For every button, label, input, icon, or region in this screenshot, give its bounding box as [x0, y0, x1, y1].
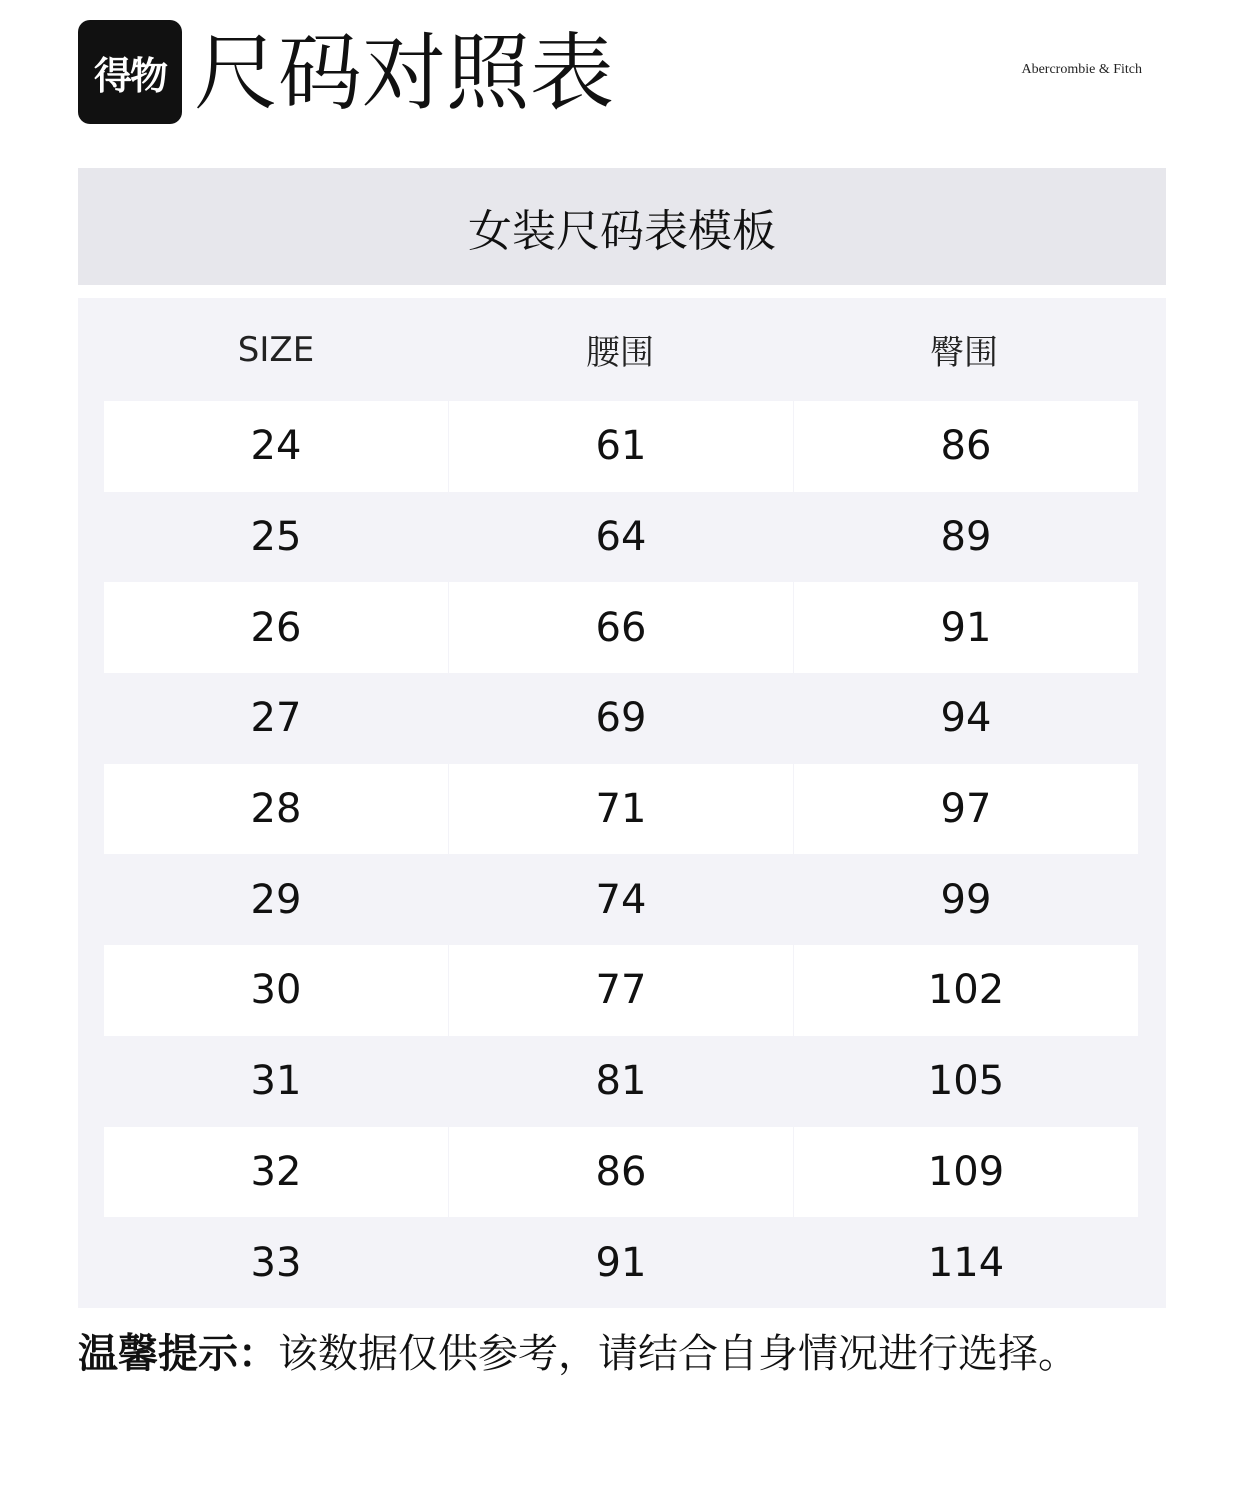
size-cell: 27 [250, 695, 302, 742]
waist-cell: 66 [449, 582, 793, 673]
logo-text: 得物 [93, 53, 166, 98]
table-row [104, 1127, 1138, 1218]
table-row [104, 673, 1138, 764]
template-title: 女装尺码表模板 [78, 168, 1166, 285]
waist-cell: 86 [449, 1127, 793, 1218]
header-waist: 腰围 [586, 333, 654, 373]
size-cell: 25 [250, 514, 302, 561]
table-row [104, 764, 1138, 855]
table-body [104, 401, 1138, 1308]
hip-cell: 94 [940, 695, 992, 742]
table-header-row [104, 298, 1138, 401]
hip-cell: 99 [940, 876, 992, 923]
waist-cell: 81 [595, 1058, 647, 1105]
size-cell: 30 [104, 945, 448, 1036]
hip-cell: 97 [794, 764, 1138, 855]
header-hip: 臀围 [930, 333, 998, 373]
hip-cell: 91 [794, 582, 1138, 673]
table-row [104, 492, 1138, 583]
waist-cell: 77 [449, 945, 793, 1036]
size-cell: 24 [104, 401, 448, 492]
table-row [104, 582, 1138, 673]
footer-label: 温馨提示： [78, 1331, 278, 1377]
table-row [104, 401, 1138, 492]
waist-cell: 69 [595, 695, 647, 742]
hip-cell: 114 [927, 1239, 1005, 1286]
footer-text: 该数据仅供参考，请结合自身情况进行选择。 [278, 1331, 1078, 1377]
size-cell: 26 [104, 582, 448, 673]
size-table [78, 298, 1166, 1308]
dewu-logo [78, 20, 182, 124]
brand-name: Abercrombie & Fitch [1021, 62, 1142, 77]
hip-cell: 109 [794, 1127, 1138, 1218]
header-size: SIZE [237, 329, 315, 370]
size-cell: 28 [104, 764, 448, 855]
page-title: 尺码对照表 [194, 24, 615, 122]
table-row [104, 945, 1138, 1036]
footer-note [78, 1324, 1078, 1384]
size-cell: 31 [250, 1058, 302, 1105]
waist-cell: 71 [449, 764, 793, 855]
size-cell: 29 [250, 876, 302, 923]
hip-cell: 89 [940, 514, 992, 561]
waist-cell: 61 [449, 401, 793, 492]
hip-cell: 105 [927, 1058, 1005, 1105]
waist-cell: 91 [595, 1239, 647, 1286]
table-row [104, 1217, 1138, 1308]
hip-cell: 102 [794, 945, 1138, 1036]
table-row [104, 1036, 1138, 1127]
table-row [104, 854, 1138, 945]
waist-cell: 64 [595, 514, 647, 561]
page-header [78, 18, 1166, 128]
hip-cell: 86 [794, 401, 1138, 492]
size-cell: 33 [250, 1239, 302, 1286]
size-cell: 32 [104, 1127, 448, 1218]
waist-cell: 74 [595, 876, 647, 923]
